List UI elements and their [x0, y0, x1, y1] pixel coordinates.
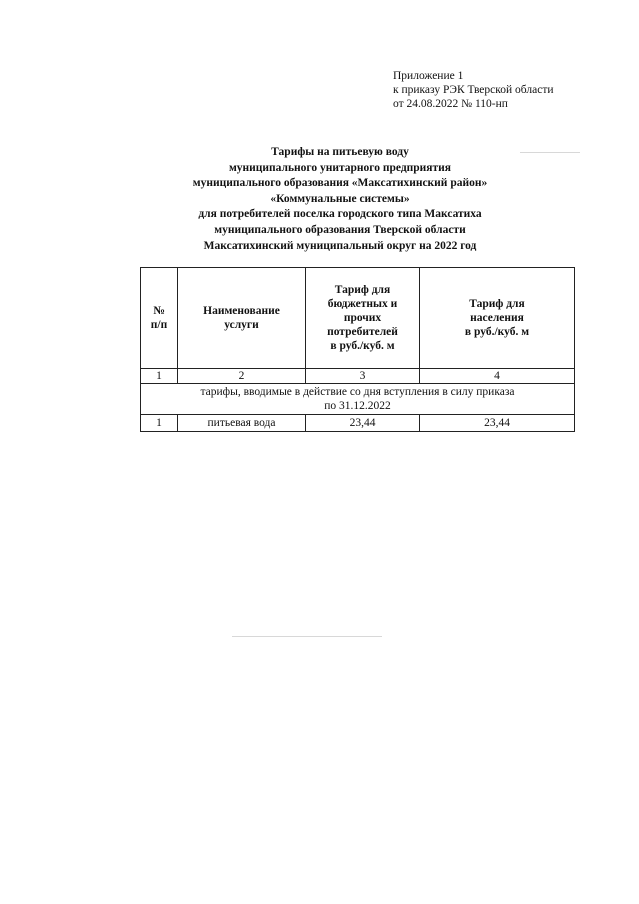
column-number-2: 2	[178, 369, 306, 384]
appendix-line-3: от 24.08.2022 № 110-нп	[393, 98, 508, 110]
appendix-line-2: к приказу РЭК Тверской области	[393, 84, 554, 96]
column-number-3: 3	[306, 369, 420, 384]
section-row	[141, 384, 575, 415]
tariff-table	[140, 267, 575, 432]
scan-artifact	[232, 636, 382, 637]
title-line-5: для потребителей поселка городского типа Максатиха	[198, 208, 482, 221]
title-line-6: муниципального образования Тверской области	[214, 223, 466, 236]
row-budget-tariff: 23,44	[306, 415, 420, 432]
header-service	[178, 268, 306, 369]
title-line-4: «Коммунальные системы»	[270, 192, 410, 205]
document-title	[100, 145, 580, 254]
section-row-line-1: тарифы, вводимые в действие со дня вступления в силу приказа	[200, 386, 515, 398]
header-population-line-2: населения	[470, 312, 524, 324]
header-number-line-2: п/п	[150, 319, 168, 331]
header-budget-tariff	[306, 268, 420, 369]
header-service-line-2: услуги	[224, 319, 259, 331]
header-budget-line-2: бюджетных и	[327, 298, 398, 310]
header-number	[141, 268, 178, 369]
title-line-2: муниципального унитарного предприятия	[228, 161, 452, 174]
column-number-4: 4	[420, 369, 575, 384]
title-line-3: муниципального образования «Максатихинский район»	[192, 177, 488, 190]
header-population-line-1: Тариф для	[469, 298, 525, 310]
header-budget-line-5: в руб./куб. м	[330, 340, 395, 352]
section-row-line-2: по 31.12.2022	[324, 400, 391, 412]
header-budget-line-3: прочих	[343, 312, 382, 324]
column-number-row	[141, 369, 575, 384]
table-row	[141, 415, 575, 432]
column-number-1: 1	[141, 369, 178, 384]
title-line-7: Максатихинский муниципальный округ на 2022 год	[203, 239, 477, 252]
row-population-tariff: 23,44	[420, 415, 575, 432]
scan-artifact	[520, 152, 580, 153]
appendix-note	[393, 69, 554, 111]
header-population-tariff	[420, 268, 575, 369]
appendix-line-1: Приложение 1	[393, 70, 464, 82]
row-service: питьевая вода	[178, 415, 306, 432]
header-budget-line-4: потребителей	[327, 326, 398, 338]
section-row-cell	[141, 384, 575, 415]
title-line-1: Тарифы на питьевую воду	[271, 146, 409, 158]
header-number-line-1: №	[153, 305, 165, 317]
table-header-row	[141, 268, 575, 369]
row-number: 1	[141, 415, 178, 432]
header-population-line-3: в руб./куб. м	[464, 326, 530, 338]
header-budget-line-1: Тариф для	[334, 284, 391, 296]
header-service-line-1: Наименование	[203, 305, 280, 317]
